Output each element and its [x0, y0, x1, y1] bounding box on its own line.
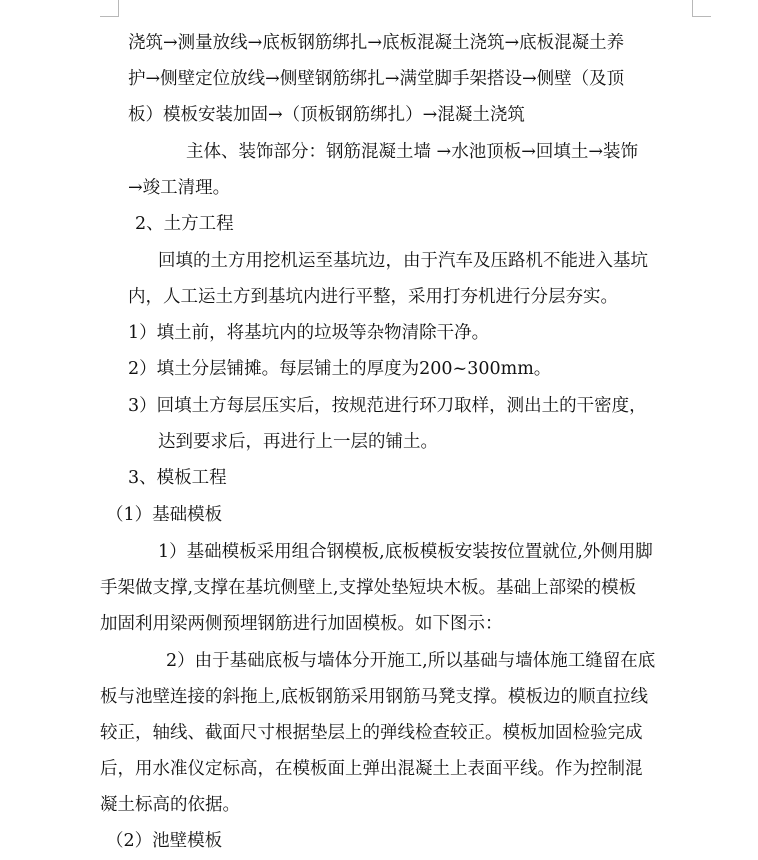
- list-item-continuation: 达到要求后，再进行上一层的铺土。: [158, 432, 438, 452]
- body-text-line: 加固利用梁两侧预埋钢筋进行加固模板。如下图示：: [100, 614, 503, 634]
- subsection-heading: （2）池壁模板: [106, 831, 223, 851]
- body-text-line: 主体、装饰部分：钢筋混凝土墙 →水池顶板→回填土→装饰: [186, 142, 639, 162]
- page-corner-mark-right: [692, 0, 711, 17]
- list-item: 3）回填土方每层压实后，按规范进行环刀取样，测出土的干密度，: [128, 396, 647, 416]
- body-text-line: 凝土标高的依据。: [100, 795, 240, 815]
- body-text-line: 后，用水准仪定标高，在模板面上弹出混凝土上表面平线。作为控制混: [100, 759, 643, 779]
- body-text-line: 手架做支撑,支撑在基坑侧壁上,支撑处垫短块木板。基础上部梁的模板: [100, 578, 637, 598]
- body-text-line: 浇筑→测量放线→底板钢筋绑扎→底板混凝土浇筑→底板混凝土养: [128, 33, 625, 53]
- section-heading: 3、模板工程: [128, 468, 227, 488]
- body-text-line: →竣工清理。: [128, 178, 231, 198]
- body-text-line: 较正，轴线、截面尺寸根据垫层上的弹线检查较正。模板加固检验完成: [100, 723, 643, 743]
- body-text-line: 2）由于基础底板与墙体分开施工,所以基础与墙体施工缝留在底: [166, 651, 656, 671]
- list-item: 2）填土分层铺摊。每层铺土的厚度为200~300mm。: [128, 359, 552, 379]
- body-text-line: 内，人工运土方到基坑内进行平整，采用打夯机进行分层夯实。: [128, 287, 618, 307]
- section-heading: 2、土方工程: [135, 214, 234, 234]
- body-text-line: 回填的土方用挖机运至基坑边，由于汽车及压路机不能进入基坑: [158, 251, 648, 271]
- body-text-line: 板与池壁连接的斜拖上,底板钢筋采用钢筋马凳支撑。模板边的顺直拉线: [100, 687, 649, 707]
- body-text-line: 护→侧壁定位放线→侧壁钢筋绑扎→满堂脚手架搭设→侧壁（及顶: [128, 69, 625, 89]
- subsection-heading: （1）基础模板: [106, 505, 223, 525]
- body-text-line: 板）模板安装加固→（顶板钢筋绑扎）→混凝土浇筑: [128, 105, 525, 125]
- body-text-line: 1）基础模板采用组合钢模板,底板模板安装按位置就位,外侧用脚: [158, 542, 653, 562]
- list-item: 1）填土前，将基坑内的垃圾等杂物清除干净。: [128, 323, 490, 343]
- page-corner-mark-left: [100, 0, 119, 17]
